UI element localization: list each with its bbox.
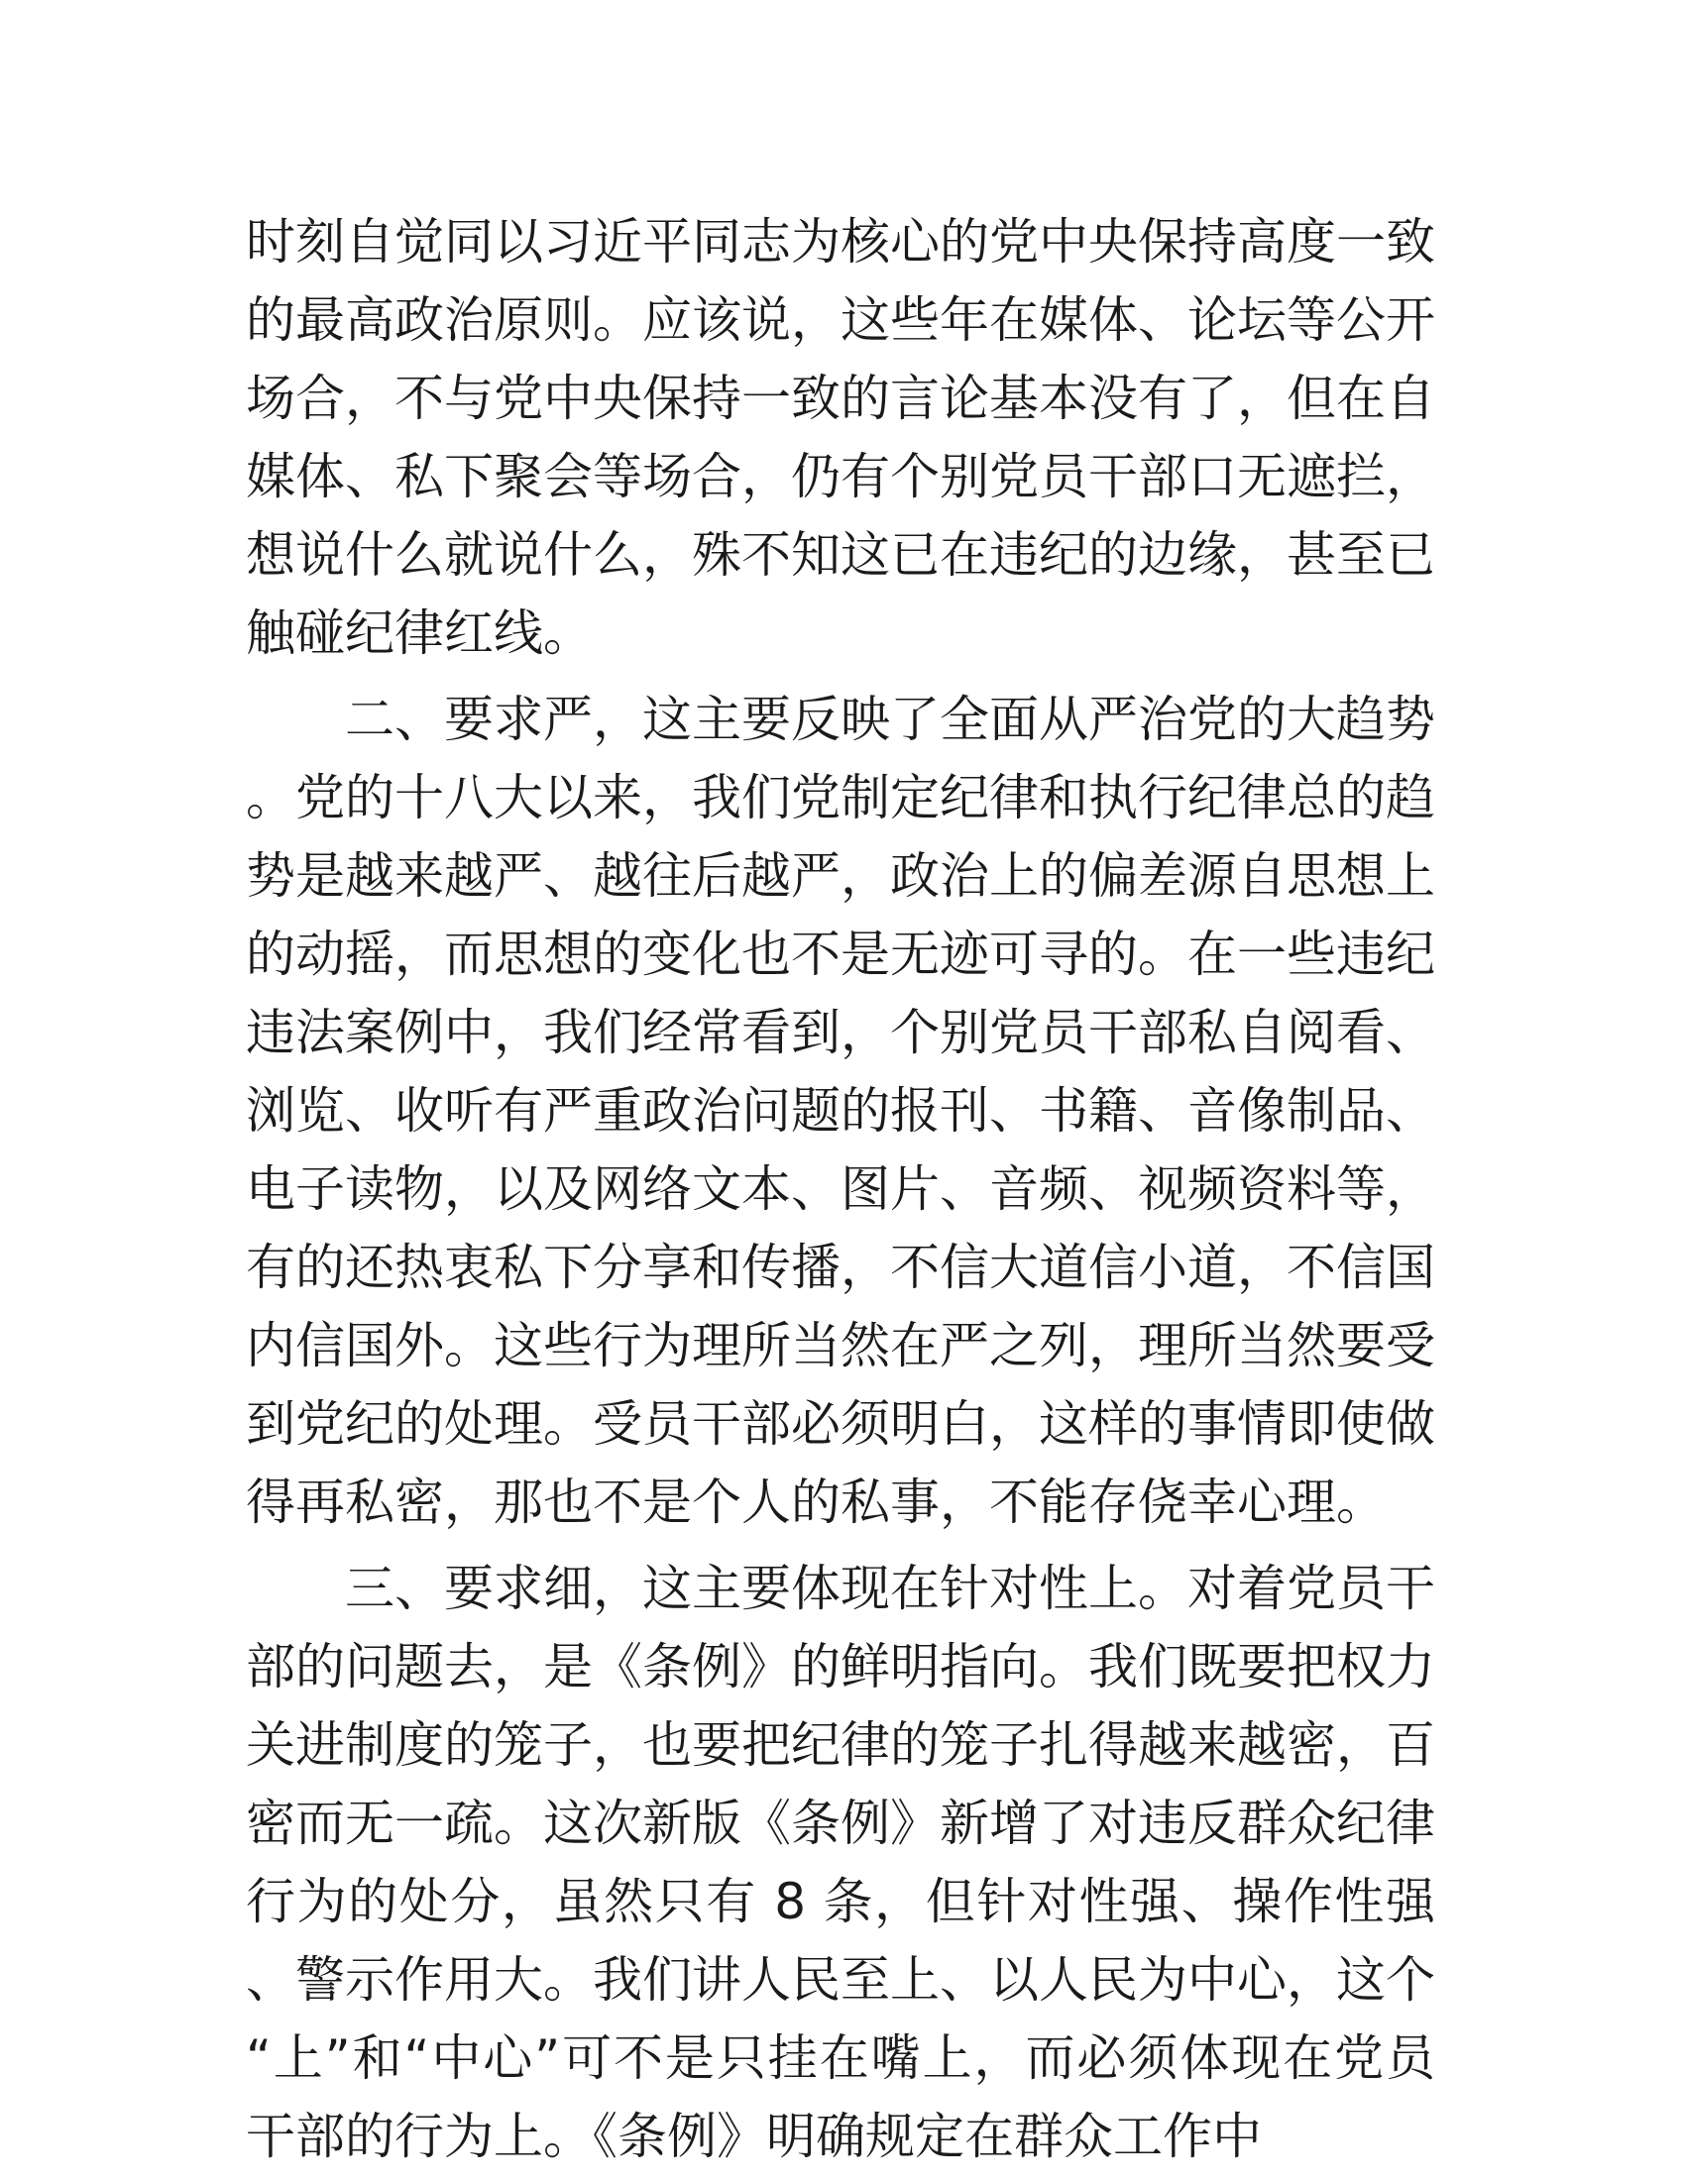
document-body [246, 203, 1435, 2184]
paragraph-section-3: 三、要求细，这主要体现在针对性上。对着党员干部的问题去，是《条例》的鲜明指向。我们既要把权力关进制度的笼子，也要把纪律的笼子扎得越来越密，百密而无一疏。这次新版《条例》新增了对违反群众纪律行为的处分，虽然只有 8 条，但针对性强、操作性强、警示作用大。我们讲人民至上、以人民为中心，这个“上”和“中心”可不是只挂在嘴上，而必须体现在党员干部的行为上。《条例》明确规定在群众工作中 [246, 1560, 1435, 2165]
paragraph-section-2: 二、要求严，这主要反映了全面从严治党的大趋势。党的十八大以来，我们党制定纪律和执行纪律总的趋势是越来越严、越往后越严，政治上的偏差源自思想上的动摇，而思想的变化也不是无迹可寻的。在一些违纪违法案例中，我们经常看到，个别党员干部私自阅看、浏览、收听有严重政治问题的报刊、书籍、音像制品、电子读物，以及网络文本、图片、音频、视频资料等，有的还热衷私下分享和传播，不信大道信小道，不信国内信国外。这些行为理所当然在严之列，理所当然要受到党纪的处理。受员干部必须明白，这样的事情即使做得再私密，那也不是个人的私事，不能存侥幸心理。 [246, 691, 1435, 1531]
paragraph-continuation: 时刻自觉同以习近平同志为核心的党中央保持高度一致的最高政治原则。应该说，这些年在媒体、论坛等公开场合，不与党中央保持一致的言论基本没有了，但在自媒体、私下聚会等场合，仍有个别党员干部口无遮拦，想说什么就说什么，殊不知这已在违纪的边缘，甚至已触碰纪律红线。 [246, 213, 1435, 662]
